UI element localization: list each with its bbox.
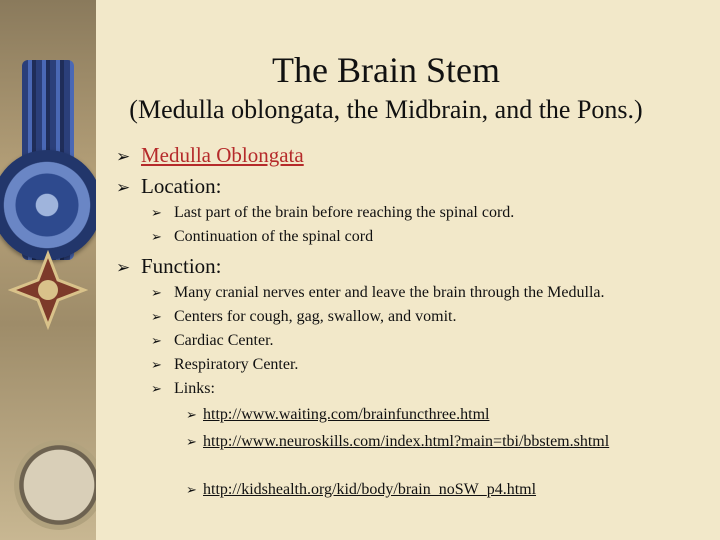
medulla-heading: Medulla Oblongata — [141, 143, 304, 167]
decorative-medal-image — [0, 0, 96, 540]
location-item-text: Last part of the brain before reaching the spinal cord. — [174, 204, 515, 221]
arrow-bullet-icon: ➢ — [151, 334, 162, 349]
function-item-text: Respiratory Center. — [174, 356, 299, 373]
link-item — [96, 404, 489, 427]
function-heading: Function: — [141, 254, 222, 278]
link-neuroskills[interactable]: http://www.neuroskills.com/index.html?main=tbi/bbstem.shtml — [203, 433, 610, 450]
location-item-text: Continuation of the spinal cord — [174, 228, 374, 245]
arrow-bullet-icon: ➢ — [151, 382, 162, 397]
arrow-bullet-icon: ➢ — [151, 310, 162, 325]
slide-subtitle: (Medulla oblongata, the Midbrain, and the Pons.) — [129, 95, 643, 124]
link-kidshealth[interactable]: http://kidshealth.org/kid/body/brain_noSW_p4.html — [203, 481, 537, 498]
function-item — [96, 378, 215, 401]
arrow-bullet-icon: ➢ — [116, 147, 131, 167]
bullet-function — [96, 253, 222, 281]
function-item-text: Centers for cough, gag, swallow, and vomit. — [174, 308, 457, 325]
bullet-medulla — [96, 142, 304, 170]
location-item — [96, 202, 514, 225]
arrow-bullet-icon: ➢ — [186, 435, 197, 450]
maltese-cross-icon — [8, 250, 88, 330]
compass-graphic — [14, 440, 96, 530]
slide-content — [96, 0, 720, 540]
link-item — [96, 431, 703, 454]
function-item — [96, 330, 274, 353]
arrow-bullet-icon: ➢ — [116, 258, 131, 278]
function-item-text: Cardiac Center. — [174, 332, 274, 349]
arrow-bullet-icon: ➢ — [151, 206, 162, 221]
arrow-bullet-icon: ➢ — [151, 358, 162, 373]
bullet-location — [96, 173, 221, 201]
links-label: Links: — [174, 380, 215, 397]
link-item — [96, 479, 536, 502]
arrow-bullet-icon: ➢ — [151, 230, 162, 245]
function-item — [96, 354, 298, 377]
arrow-bullet-icon: ➢ — [151, 286, 162, 301]
location-heading: Location: — [141, 174, 222, 198]
location-item — [96, 226, 373, 249]
function-item — [96, 306, 456, 329]
link-waiting[interactable]: http://www.waiting.com/brainfuncthree.html — [203, 406, 490, 423]
arrow-bullet-icon: ➢ — [116, 178, 131, 198]
slide-title: The Brain Stem — [272, 50, 500, 90]
function-item — [96, 282, 605, 305]
arrow-bullet-icon: ➢ — [186, 483, 197, 498]
arrow-bullet-icon: ➢ — [186, 408, 197, 423]
rosette-graphic — [0, 150, 96, 260]
function-item-text: Many cranial nerves enter and leave the brain through the Medulla. — [174, 284, 605, 301]
